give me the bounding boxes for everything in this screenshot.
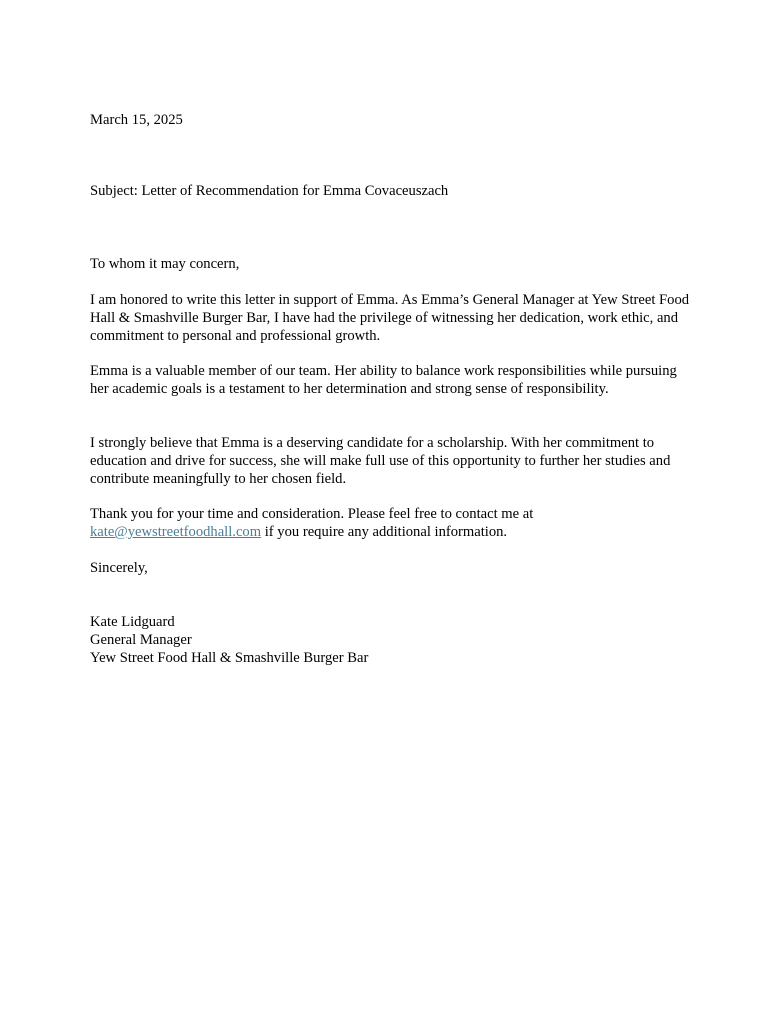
letter-paragraph-4 [90,505,690,541]
signer-title: General Manager [90,632,192,648]
contact-email-link[interactable]: kate@yewstreetfoodhall.com [90,524,262,540]
signature-block [90,613,690,667]
letter-date: March 15, 2025 [90,112,183,128]
letter-paragraph-3: I strongly believe that Emma is a deserving candidate for a scholarship. With her commitment to education and drive for success, she will make full use of this opportunity to further her studies and contribute meaningfully to her chosen field. [90,435,671,487]
letter-paragraph-2: Emma is a valuable member of our team. Her ability to balance work responsibilities while pursuing her academic goals is a testament to her determination and strong sense of responsibility. [90,363,677,397]
letter-salutation: To whom it may concern, [90,256,240,272]
paragraph-4-suffix: if you require any additional information. [261,524,508,540]
signer-organization: Yew Street Food Hall & Smashville Burger Bar [90,650,369,666]
signer-name: Kate Lidguard [90,614,175,630]
letter-paragraph-1: I am honored to write this letter in support of Emma. As Emma’s General Manager at Yew Street Food Hall & Smashville Burger Bar, I have had the privilege of witnessing her dedication, work ethic, and commitment to personal and professional growth. [90,292,690,344]
letter-closing: Sincerely, [90,560,148,576]
letter-subject: Subject: Letter of Recommendation for Emma Covaceuszach [90,183,449,199]
paragraph-4-prefix: Thank you for your time and consideration. Please feel free to contact me at [90,506,534,522]
